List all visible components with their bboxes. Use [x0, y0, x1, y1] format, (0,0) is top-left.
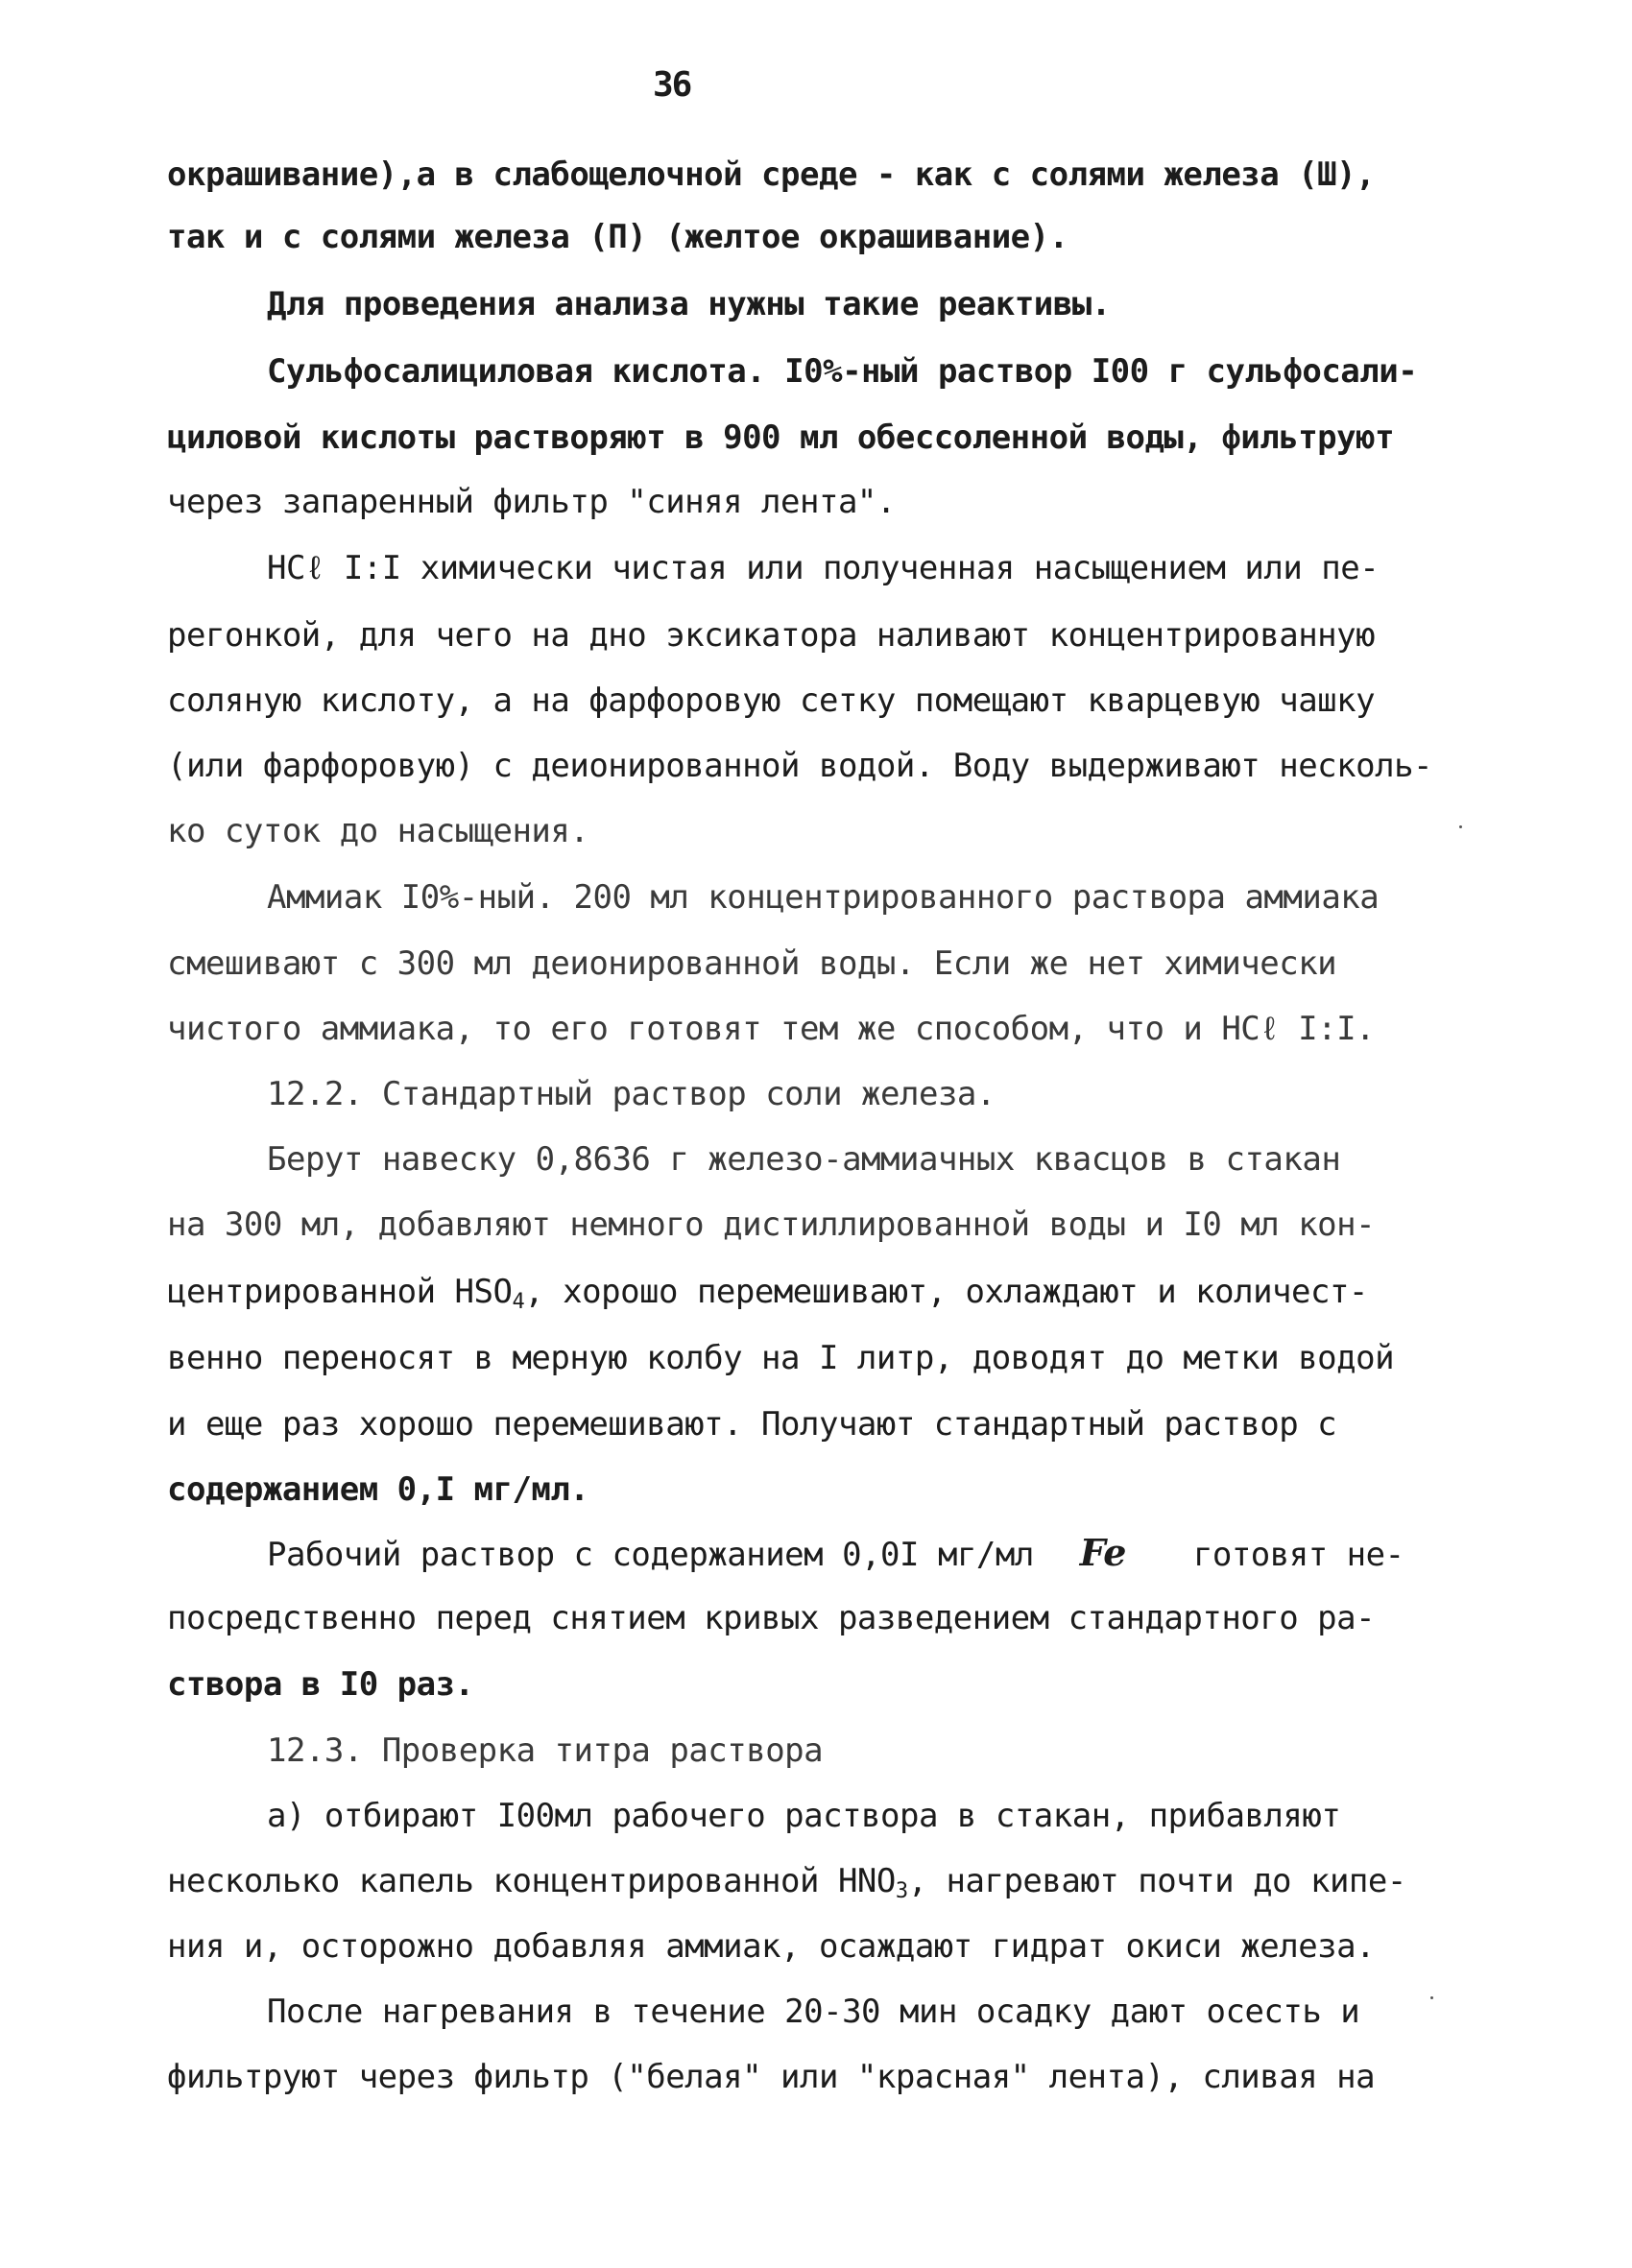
text-line: центрированной $HSO_4$, хорошо перемешивают, охлаждают и количест- — [167, 1273, 1368, 1314]
text-line: венно переносят в мерную колбу на I литр, доводят до метки водой — [167, 1339, 1395, 1377]
text-line: Сульфосалициловая кислота. I0%-ный раствор I00 г сульфосали- — [267, 352, 1418, 391]
text-line: регонкой, для чего на дно эксикатора наливают концентрированную — [167, 616, 1376, 655]
text-line: содержанием 0,I мг/мл. — [167, 1470, 589, 1509]
text-line: циловой кислоты растворяют в 900 мл обессоленной воды, фильтруют — [167, 418, 1395, 457]
text-line: Для проведения анализа нужны такие реактивы. — [267, 285, 1111, 323]
text-line: посредственно перед снятием кривых разведением стандартного ра- — [167, 1599, 1376, 1637]
text-line: После нагревания в течение 20-30 мин осадку дают осесть и — [267, 1993, 1360, 2031]
text-line: Аммиак I0%-ный. 200 мл концентрированного раствора аммиака — [267, 878, 1380, 917]
text-line: ния и, осторожно добавляя аммиак, осаждают гидрат окиси железа. — [167, 1927, 1376, 1966]
text-line: (или фарфоровую) с деионированной водой. Воду выдерживают несколь- — [167, 747, 1433, 785]
section-heading: 12.3. Проверка титра раствора — [267, 1731, 824, 1770]
text-line: фильтруют через фильтр ("белая" или "красная" лента), сливая на — [167, 2058, 1376, 2096]
text-line: HCℓ I:I химически чистая или полученная насыщением или пе- — [267, 549, 1380, 587]
text-line: соляную кислоту, а на фарфоровую сетку помещают кварцевую чашку — [167, 681, 1376, 720]
text-line: ко суток до насыщения. — [167, 812, 589, 850]
text-line: а) отбирают I00мл рабочего раствора в стакан, прибавляют — [267, 1797, 1341, 1835]
text-line: окрашивание),а в слабощелочной среде - как с солями железа (Ш), — [167, 155, 1376, 194]
section-heading: 12.2. Стандартный раствор соли железа. — [267, 1075, 996, 1113]
scan-speck — [1430, 1996, 1433, 1999]
scan-speck — [1459, 825, 1462, 828]
text-line: Рабочий раствор с содержанием 0,0I мг/мл Fe готовят не- — [267, 1531, 1404, 1574]
fe-symbol: Fe — [1079, 1531, 1126, 1574]
text-line: на 300 мл, добавляют немного дистиллированной воды и I0 мл кон- — [167, 1206, 1376, 1244]
text-line: так и с солями железа (П) (желтое окрашивание). — [167, 218, 1068, 256]
text-line: и еще раз хорошо перемешивают. Получают стандартный раствор с — [167, 1405, 1337, 1444]
text-line: створа в I0 раз. — [167, 1665, 474, 1704]
text-line: Берут навеску 0,8636 г железо-аммиачных квасцов в стакан — [267, 1140, 1341, 1179]
text-line: несколько капель концентрированной $HNO_3$, нагревают почти до кипе- — [167, 1862, 1406, 1903]
text-line: смешивают с 300 мл деионированной воды. Если же нет химически — [167, 944, 1337, 983]
text-line: через запаренный фильтр "синяя лента". — [167, 483, 896, 521]
page-number: 36 — [653, 65, 691, 105]
text-line: чистого аммиака, то его готовят тем же способом, что и HCℓ I:I. — [167, 1010, 1376, 1048]
